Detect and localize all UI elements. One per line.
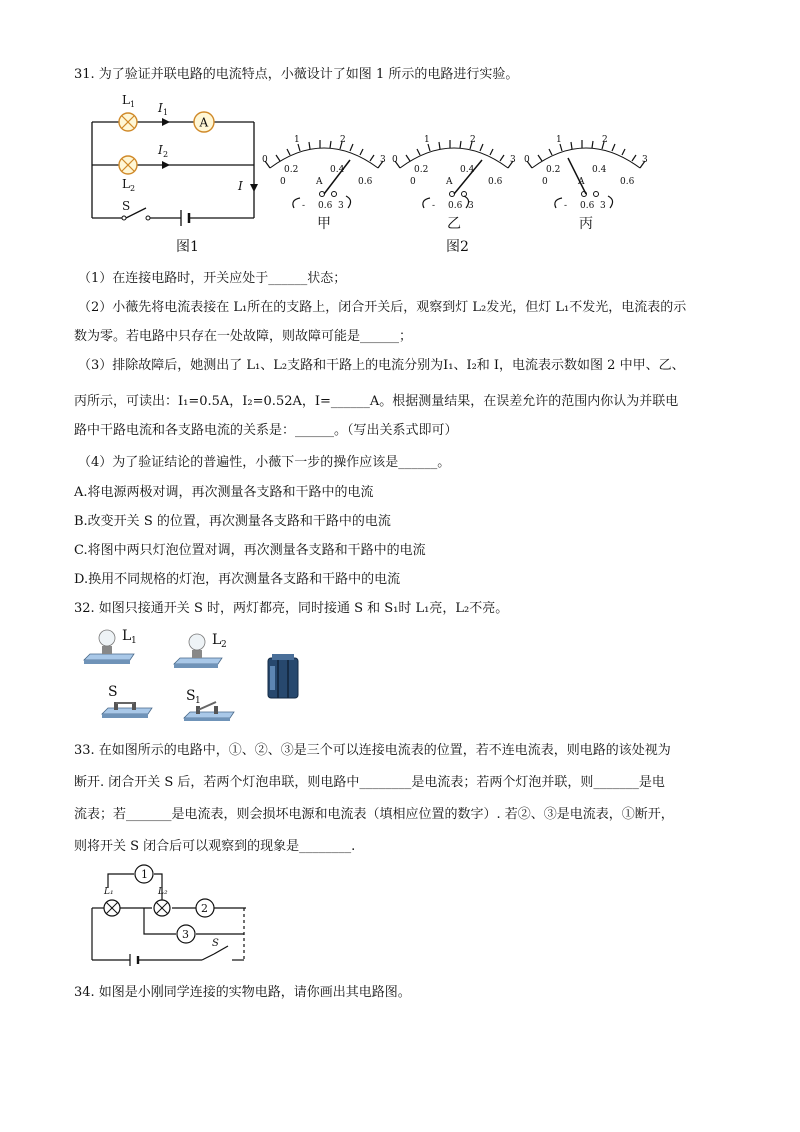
q31-part2-line1: （2）小薇先将电流表接在 L₁所在的支路上，闭合开关后，观察到灯 L₂发光，但灯 L₁不发光，电流表的示 xyxy=(78,300,687,315)
fig33-circuit-diagram xyxy=(84,862,254,970)
fig2-ammeters xyxy=(262,128,648,238)
q31-part1: （1）在连接电路时，开关应处于______状态； xyxy=(78,271,347,286)
svg-text:S: S xyxy=(212,938,219,949)
svg-text:1: 1 xyxy=(130,100,136,109)
svg-text:L₁: L₁ xyxy=(104,887,114,897)
fig1-circuit-diagram xyxy=(86,92,266,258)
svg-text:L: L xyxy=(122,93,130,107)
q34-stem: 34. 如图是小刚同学连接的实物电路，请你画出其电路图。 xyxy=(74,985,411,1000)
q31-option-a: A.将电源两极对调，再次测量各支路和干路中的电流 xyxy=(74,485,374,500)
svg-text:2: 2 xyxy=(163,150,169,159)
svg-text:2: 2 xyxy=(221,640,227,650)
svg-text:I: I xyxy=(158,101,163,115)
svg-text:S: S xyxy=(108,684,118,700)
battery-icon xyxy=(268,654,298,698)
svg-text:2: 2 xyxy=(130,184,136,193)
svg-text:L₂: L₂ xyxy=(158,887,168,897)
fig1-caption: 图1 xyxy=(176,239,199,255)
svg-text:1: 1 xyxy=(163,108,169,117)
svg-text:L: L xyxy=(122,177,130,191)
q33-line4: 则将开关 S 闭合后可以观察到的现象是________. xyxy=(74,839,356,854)
q31-part2-line2: 数为零。若电路中只存在一处故障，则故障可能是______； xyxy=(74,329,413,344)
switch-s1-icon xyxy=(184,688,234,721)
svg-text:L: L xyxy=(122,628,132,644)
svg-text:1: 1 xyxy=(195,696,201,706)
lamp-l2-icon xyxy=(174,632,227,668)
meter-label-jia: 甲 xyxy=(317,216,331,232)
q32-stem: 32. 如图只接通开关 S 时，两灯都亮，同时接通 S 和 S₁时 L₁亮，L₂不亮。 xyxy=(74,601,509,616)
fig32-physical-components xyxy=(82,626,322,722)
q31-option-d: D.换用不同规格的灯泡，再次测量各支路和干路中的电流 xyxy=(74,572,401,587)
svg-text:I: I xyxy=(238,179,243,193)
q33-line1: 33. 在如图所示的电路中，①、②、③是三个可以连接电流表的位置，若不连电流表，则电路的该处视为 xyxy=(74,743,671,758)
svg-text:I: I xyxy=(158,143,163,157)
q31-stem: 31. 为了验证并联电路的电流特点，小薇设计了如图 1 所示的电路进行实验。 xyxy=(74,67,519,82)
svg-text:S: S xyxy=(186,688,196,704)
meter-label-yi: 乙 xyxy=(447,216,461,232)
q31-option-c: C.将图中两只灯泡位置对调，再次测量各支路和干路中的电流 xyxy=(74,543,426,558)
switch-s-icon xyxy=(102,684,152,718)
q31-part3-line2: 丙所示，可读出：I₁=0.5A，I₂=0.52A，I=______A。根据测量结果，在误差允许的范围内你认为并联电 xyxy=(74,394,679,409)
meter-label-bing: 丙 xyxy=(579,216,593,232)
svg-text:2: 2 xyxy=(201,902,208,915)
q31-part3-line1: （3）排除故障后，她测出了 L₁、L₂支路和干路上的电流分别为I₁、I₂和 I，电流表示数如图 2 中甲、乙、 xyxy=(78,358,685,373)
fig2-caption: 图2 xyxy=(446,239,469,255)
svg-text:A: A xyxy=(199,115,209,130)
q33-line2: 断开. 闭合开关 S 后，若两个灯泡串联，则电路中________是电流表；若两个灯泡并联，则_______是电 xyxy=(74,775,665,790)
q31-option-b: B.改变开关 S 的位置，再次测量各支路和干路中的电流 xyxy=(74,514,391,529)
svg-text:L: L xyxy=(212,632,222,648)
svg-text:S: S xyxy=(122,199,131,213)
svg-text:3: 3 xyxy=(182,928,189,941)
q33-line3: 流表；若_______是电流表，则会损坏电源和电流表（填相应位置的数字）. 若②、③是电流表，①断开， xyxy=(74,807,674,822)
svg-text:1: 1 xyxy=(141,868,148,881)
q31-part3-line3: 路中干路电流和各支路电流的关系是：______。（写出关系式即可） xyxy=(74,423,458,438)
svg-text:1: 1 xyxy=(131,636,137,646)
lamp-l1-icon xyxy=(84,628,137,664)
q31-part4: （4）为了验证结论的普遍性，小薇下一步的操作应该是______。 xyxy=(78,455,451,470)
